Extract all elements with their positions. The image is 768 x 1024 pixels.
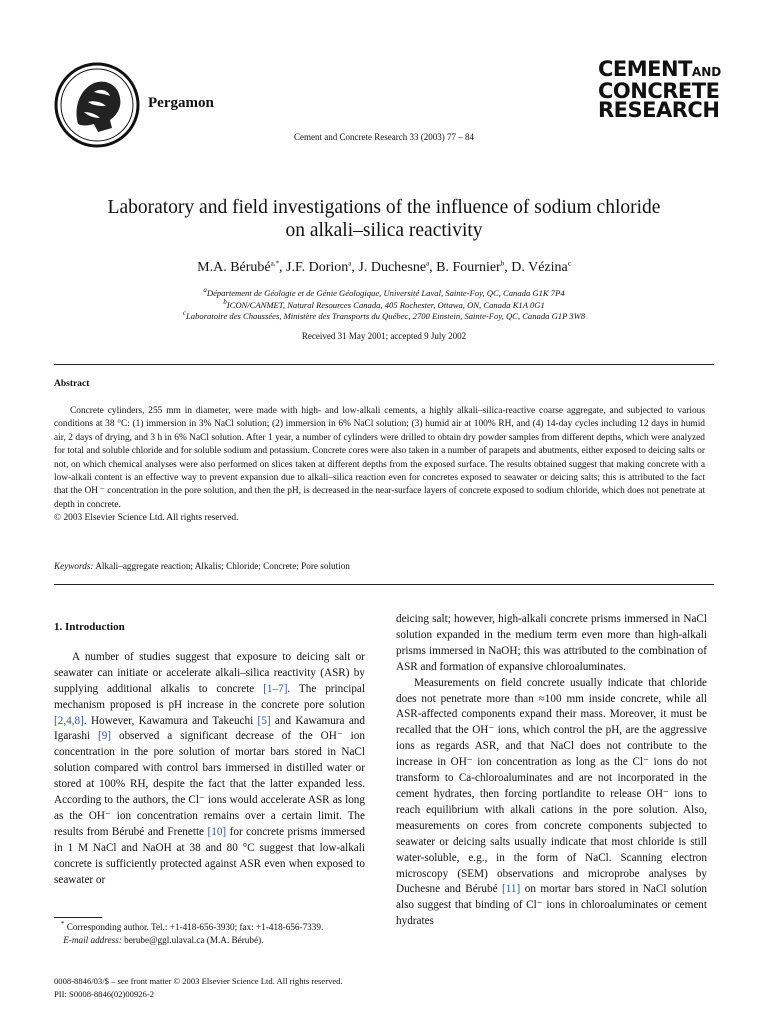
affiliation-mark: b (223, 297, 227, 306)
affiliation-text: ICON/CANMET, Natural Resources Canada, 405 Rochester, Ottawa, ON, Canada K1A 0G1 (226, 299, 545, 310)
author-name: J.F. Dorion (286, 260, 349, 275)
paragraph: deicing salt; however, high-alkali concrete prisms immersed in NaCl solution expanded in the medium term even more than high-alkali prisms immersed in NaOH; this was attributed to the combination of ASR and formation of expansive chloroaluminates. (396, 613, 707, 673)
author-affiliation-mark: c (567, 259, 571, 268)
keywords-text: Alkali–aggregate reaction; Alkalis; Chloride; Concrete; Pore solution (95, 561, 350, 571)
front-matter (54, 975, 343, 1000)
author-affiliation-mark: a,* (270, 259, 280, 268)
journal-logo-and: AND (691, 65, 722, 79)
text-run: . However, Kawamura and Takeuchi (83, 714, 258, 727)
affiliations (0, 288, 768, 323)
reference-link[interactable]: [2,4,8] (54, 714, 84, 727)
publisher-name: Pergamon (148, 95, 214, 111)
author-name: D. Vézina (511, 260, 568, 275)
paragraph (396, 676, 707, 931)
text-run: observed a significant decrease of the OH⁻ ion concentration in the pore solution of mortar bars stored in NaCl solution compared with control bars immersed in distilled water or stored at 100% RH, despite the fact that the latter expanded less. According to the authors, the Cl⁻ ions would accelerate ASR as long as the OH⁻ ion concentration remains over a certain limit. The results from Bérubé and Frenette (54, 730, 365, 838)
author-name: M.A. Bérubé (197, 260, 271, 275)
author-name: B. Fournier (436, 260, 501, 275)
author-affiliation-mark: a (348, 259, 352, 268)
reference-link[interactable]: [5] (257, 714, 271, 727)
journal-logo (598, 57, 722, 122)
pii-line: PII: S0008-8846(02)00926-2 (54, 988, 155, 999)
affiliation-text: Laboratoire des Chaussées, Ministère des Transports du Québec, 2700 Einstein, Sainte-Foy, QC, Canada G1P 3W8 (186, 311, 586, 321)
corresponding-author (54, 921, 365, 934)
abstract-heading: Abstract (54, 379, 90, 389)
email-line (54, 934, 365, 947)
journal-logo-line2: CONCRETE (598, 79, 720, 103)
title-line-2: on alkali–silica reactivity (285, 220, 483, 241)
reference-link[interactable]: [9] (97, 730, 112, 743)
author-list: M.A. Bérubé$^{a,*}$, J.F. Dorion$^a$, J. Duchesne$^a$, B. Fournier$^b$, D. Vézina$^c$ (197, 259, 571, 275)
affiliation (0, 297, 768, 312)
affiliation-text: Département de Géologie et de Génie Géologique, Université Laval, Sainte-Foy, QC, Canada G1K 7P4 (206, 288, 565, 298)
text-run: Measurements on field concrete usually indicate that chloride does not penetrate more than ≈100 mm inside concrete, while all ASR-affected components expand their mass. Moreover, it must be recalled that the OH⁻ ions, which control the pH, are the aggressive ions as regards ASR, and that NaCl does not contribute to the increase in OH⁻ ion concentration as long as the Cl⁻ ions do not transform to Ca-chloroaluminates and are not incorporated in the cement hydrates, then forcing portlandite to release OH⁻ ions to reach equilibrium with alkali cations in the pore solution. Also, measurements on cores from concrete components subjected to seawater or deicing salts usually indicate that most chloride is still water-soluble, e.g., in the form of NaCl. Scanning electron microscopy (SEM) observations and microprobe analyses by Duchesne and Bérubé (396, 676, 707, 896)
keywords-label: Keywords: (54, 561, 94, 571)
author-affiliation-mark: b (500, 259, 505, 268)
journal-logo-line1: CEMENT (598, 57, 692, 81)
abstract-body (54, 405, 705, 526)
footnote (54, 921, 365, 947)
text-run: and Kawamura and Igarashi (54, 714, 365, 743)
reference-link[interactable]: [1–7] (263, 682, 288, 695)
abstract-copyright: © 2003 Elsevier Science Ltd. All rights reserved. (54, 513, 239, 524)
journal-logo-line3: RESEARCH (598, 98, 720, 122)
journal-citation: Cement and Concrete Research 33 (2003) 77 – 84 (294, 132, 474, 142)
author-name: J. Duchesne (358, 260, 427, 275)
text-run: for concrete prisms immersed in 1 M NaCl and NaOH at 38 and 80 °C suggest that low-alkali concrete is sufficiently protected against ASR even when exposed to seawater or (54, 825, 365, 886)
affiliation (0, 311, 768, 323)
text-run: . The principal mechanism proposed is pH increase in the concrete pore solution (54, 682, 365, 711)
title-line-1: Laboratory and field investigations of the influence of sodium chloride (107, 197, 661, 218)
text-run: on mortar bars stored in NaCl solution also suggest that binding of Cl⁻ ions in chloroaluminates or cement hydrates (396, 883, 708, 928)
keywords (54, 561, 350, 571)
abstract-text: Concrete cylinders, 255 mm in diameter, were made with high- and low-alkali cements, a highly alkali–silica-reactive coarse aggregate, and subjected to various conditions at 38 °C: (1) immersion in 3% NaCl solution; (2) immersion in 6% NaCl solution; (3) humid air at 100% RH, and (4) 14-day cycles including 12 days in humid air, 2 days of drying, and 3 h in 6% NaCl solution. After 1 year, a number of cylinders were drilled to obtain dry powder samples from different depths, which were analyzed for total and soluble chloride and for soluble sodium and potassium. Concrete cores were also taken in a number of parapets and abutments, either exposed to deicing salts or not, on which chemical analyses were also performed on slices taken at different depths from the exposed surface. The results obtained suggest that making concrete with a low-alkali content is an effective way to prevent expansion due to alkali–silica reaction even for concretes exposed to seawater or deicing salts; this is attributed to the fact that the OH ⁻ concentration in the pore solution, and then the pH, is decreased in the near-surface layers of concrete exposed to sodium chloride, which does not penetrate at depth in concrete. (54, 406, 705, 510)
affiliation-mark: c (182, 309, 187, 318)
article-title (40, 196, 728, 242)
footnote-rule (54, 917, 102, 918)
email-label: E-mail address: (63, 935, 122, 945)
divider (54, 584, 714, 585)
paragraph (54, 650, 365, 889)
text-run: A number of studies suggest that exposure to deicing salt or seawater can initiate or accelerate alkali–silica reactivity (ASR) by supplying additional alkalis to concrete (54, 650, 365, 695)
reference-link[interactable]: [11] (502, 883, 521, 896)
email-address[interactable]: berube@ggl.ulaval.ca (M.A. Bérubé). (121, 935, 264, 945)
footnote-text: Corresponding author. Tel.: +1-418-656-3930; fax: +1-418-656-7339. (64, 922, 324, 932)
issn-line: 0008-8846/03/$ – see front matter © 2003 Elsevier Science Ltd. All rights reserved. (54, 976, 343, 986)
reference-link[interactable]: [10] (207, 825, 227, 838)
section-heading: 1. Introduction (54, 621, 125, 633)
affiliation (0, 288, 768, 300)
footnote-mark: * (60, 919, 65, 928)
left-column (54, 620, 365, 889)
affiliation-mark: a (203, 286, 207, 295)
right-column (396, 612, 707, 930)
divider (54, 364, 714, 365)
author-affiliation-mark: a (426, 259, 430, 268)
received-dates: Received 31 May 2001; accepted 9 July 2002 (301, 331, 467, 341)
